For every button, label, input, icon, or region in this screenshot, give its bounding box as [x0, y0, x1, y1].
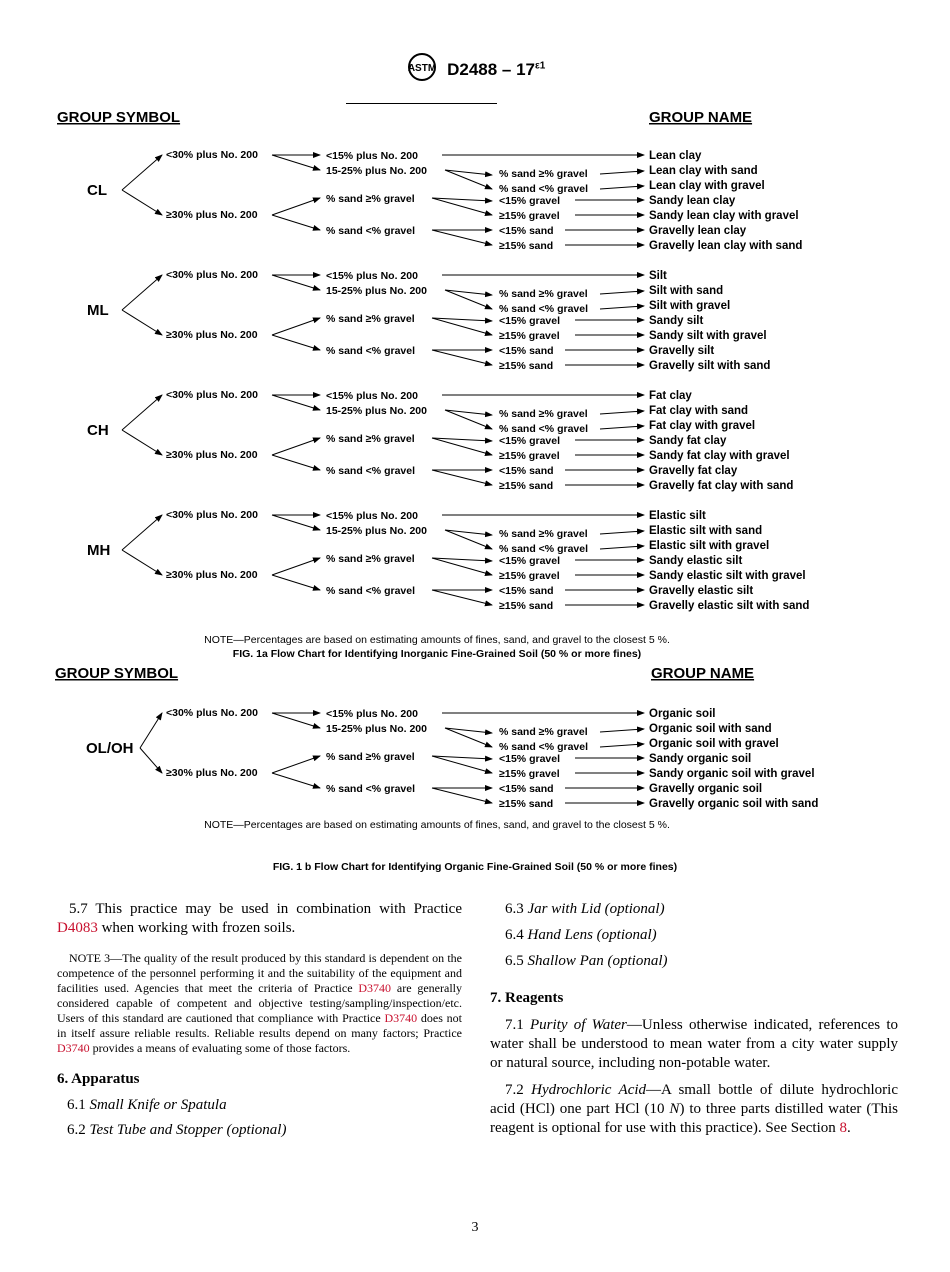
link-d3740-2[interactable]: D3740: [384, 1011, 418, 1025]
criterion-label: ≥15% sand: [499, 480, 554, 492]
criterion-label: <15% gravel: [499, 315, 561, 327]
branch-arrow: [272, 575, 320, 590]
criterion-label: <15% gravel: [499, 195, 561, 207]
group-name: Gravelly organic soil with sand: [649, 798, 819, 810]
group-symbol: CH: [87, 422, 109, 439]
connector-arrow: [600, 411, 644, 414]
group-name: Sandy elastic silt with gravel: [649, 570, 806, 582]
criterion-label: % sand ≥% gravel: [326, 433, 415, 445]
criterion-label: <15% sand: [499, 465, 554, 477]
criterion-label: <30% plus No. 200: [166, 509, 258, 521]
branch-arrow: [140, 748, 162, 773]
group-name: Organic soil with sand: [649, 723, 772, 735]
figure-caption: FIG. 1 b Flow Chart for Identifying Organic Fine-Grained Soil (50 % or more fines): [272, 861, 678, 873]
page-number: 3: [471, 1220, 479, 1235]
para-7-1: 7.1 Purity of Water—Unless otherwise indicated, references to water shall be understood to mean water from a city water supply or natural source, including non-potable water.: [490, 1017, 898, 1071]
criterion-label: % sand ≥% gravel: [499, 288, 588, 300]
column-header-group-name: GROUP NAME: [649, 109, 753, 126]
item-6-5: 6.5 Shallow Pan (optional): [505, 953, 668, 969]
figure-caption: FIG. 1a Flow Chart for Identifying Inorganic Fine-Grained Soil (50 % or more fines): [232, 648, 642, 660]
criterion-label: <15% sand: [499, 225, 554, 237]
group-name: Elastic silt with sand: [649, 525, 763, 537]
criterion-label: 15-25% plus No. 200: [326, 525, 427, 537]
group-name: Gravelly fat clay: [649, 465, 738, 477]
link-section-8[interactable]: 8: [839, 1120, 847, 1136]
group-symbol: OL/OH: [86, 740, 134, 757]
connector-arrow: [600, 729, 644, 732]
criterion-label: % sand ≥% gravel: [326, 193, 415, 205]
group-name: Sandy organic soil: [649, 753, 752, 765]
branch-arrow: [122, 275, 162, 310]
group-name: Sandy lean clay with gravel: [649, 210, 799, 222]
group-name: Lean clay: [649, 150, 702, 162]
criterion-label: ≥15% gravel: [499, 210, 560, 222]
designation: $D2488 - 17^{\varepsilon 1}$: [447, 59, 546, 79]
criterion-label: <15% gravel: [499, 753, 561, 765]
group-name: Sandy silt: [649, 315, 704, 327]
criterion-label: % sand <% gravel: [499, 543, 588, 555]
branch-arrow: [272, 515, 320, 530]
branch-arrow: [432, 470, 492, 485]
svg-text:ASTM: ASTM: [407, 63, 436, 74]
item-6-2: 6.2 Test Tube and Stopper (optional): [67, 1122, 287, 1138]
column-header-group-name: GROUP NAME: [651, 665, 755, 682]
criterion-label: % sand <% gravel: [499, 303, 588, 315]
criterion-label: 15-25% plus No. 200: [326, 723, 427, 735]
criterion-label: % sand <% gravel: [326, 345, 415, 357]
group-symbol: CL: [87, 182, 107, 199]
group-name: Gravelly lean clay: [649, 225, 747, 237]
group-name: Elastic silt with gravel: [649, 540, 770, 552]
criterion-label: % sand <% gravel: [326, 585, 415, 597]
criterion-label: ≥15% gravel: [499, 330, 560, 342]
group-name: Gravelly elastic silt: [649, 585, 754, 597]
group-name: Sandy organic soil with gravel: [649, 768, 815, 780]
connector-arrow: [600, 744, 644, 747]
group-symbol: ML: [87, 302, 109, 319]
criterion-label: <15% sand: [499, 783, 554, 795]
criterion-label: % sand <% gravel: [326, 465, 415, 477]
criterion-label: % sand ≥% gravel: [326, 313, 415, 325]
item-6-1: 6.1 Small Knife or Spatula: [67, 1097, 227, 1113]
criterion-label: % sand ≥% gravel: [326, 751, 415, 763]
criterion-label: % sand <% gravel: [326, 225, 415, 237]
criterion-label: 15-25% plus No. 200: [326, 405, 427, 417]
branch-arrow: [272, 455, 320, 470]
criterion-label: ≥30% plus No. 200: [166, 569, 258, 581]
branch-arrow: [272, 438, 320, 455]
group-name: Lean clay with gravel: [649, 180, 765, 192]
branch-arrow: [272, 155, 320, 170]
figure-note: NOTE—Percentages are based on estimating amounts of fines, sand, and gravel to the closest 5 %.: [204, 819, 670, 831]
connector-arrow: [600, 546, 644, 549]
group-name: Sandy lean clay: [649, 195, 736, 207]
group-name: Organic soil: [649, 708, 716, 720]
criterion-label: ≥30% plus No. 200: [166, 767, 258, 779]
connector-arrow: [600, 186, 644, 189]
column-header-group-symbol: GROUP SYMBOL: [57, 109, 181, 126]
branch-arrow: [122, 190, 162, 215]
branch-arrow: [122, 550, 162, 575]
group-name: Fat clay with gravel: [649, 420, 756, 432]
group-name: Silt with sand: [649, 285, 724, 297]
group-name: Sandy fat clay: [649, 435, 727, 447]
criterion-label: % sand ≥% gravel: [499, 168, 588, 180]
criterion-label: ≥30% plus No. 200: [166, 329, 258, 341]
branch-arrow: [122, 515, 162, 550]
criterion-label: % sand ≥% gravel: [499, 528, 588, 540]
branch-arrow: [140, 713, 162, 748]
group-symbol: MH: [87, 542, 111, 559]
connector-arrow: [600, 291, 644, 294]
criterion-label: <15% sand: [499, 585, 554, 597]
branch-arrow: [272, 198, 320, 215]
criterion-label: ≥15% gravel: [499, 768, 560, 780]
criterion-label: % sand ≥% gravel: [499, 726, 588, 738]
item-6-4: 6.4 Hand Lens (optional): [505, 927, 657, 943]
section-6-heading: 6. Apparatus: [57, 1071, 140, 1087]
branch-arrow: [272, 558, 320, 575]
criterion-label: ≥15% sand: [499, 600, 554, 612]
criterion-label: <30% plus No. 200: [166, 389, 258, 401]
link-d3740-1[interactable]: D3740: [358, 981, 392, 995]
criterion-label: ≥15% sand: [499, 360, 554, 372]
group-name: Gravelly elastic silt with sand: [649, 600, 810, 612]
group-name: Sandy silt with gravel: [649, 330, 767, 342]
branch-arrow: [272, 713, 320, 728]
connector-arrow: [600, 306, 644, 309]
branch-arrow: [272, 335, 320, 350]
criterion-label: ≥15% sand: [499, 240, 554, 252]
criterion-label: <15% gravel: [499, 555, 561, 567]
group-name: Sandy elastic silt: [649, 555, 743, 567]
branch-arrow: [122, 395, 162, 430]
connector-arrow: [600, 171, 644, 174]
branch-arrow: [272, 756, 320, 773]
branch-arrow: [122, 155, 162, 190]
column-header-group-symbol: GROUP SYMBOL: [55, 665, 179, 682]
connector-arrow: [600, 426, 644, 429]
branch-arrow: [272, 275, 320, 290]
branch-arrow: [272, 318, 320, 335]
criterion-label: ≥30% plus No. 200: [166, 449, 258, 461]
group-name: Lean clay with sand: [649, 165, 758, 177]
para-7-2: 7.2 Hydrochloric Acid—A small bottle of dilute hydrochloric acid (HCl) one part HCl (10 N) to three parts distilled water (This reagent is optional for use with this practice). See Section 8.: [490, 1082, 899, 1136]
criterion-label: <15% gravel: [499, 435, 561, 447]
branch-arrow: [122, 430, 162, 455]
branch-arrow: [122, 310, 162, 335]
criterion-label: ≥15% gravel: [499, 450, 560, 462]
group-name: Silt with gravel: [649, 300, 731, 312]
criterion-label: ≥15% gravel: [499, 570, 560, 582]
criterion-label: 15-25% plus No. 200: [326, 165, 427, 177]
branch-arrow: [272, 773, 320, 788]
criterion-label: % sand <% gravel: [499, 423, 588, 435]
note-3: NOTE 3—The quality of the result produced by this standard is dependent on the competence of the personnel performing it and the suitability of the equipment and facilities used. Agencies that meet the criteria of Practice D3740 are generally considered capable of competent and objective testing/sampling/inspection/etc. Users of this standard are cautioned that compliance with Practice D3740 does not in itself assure reliable results. Reliable results depend on many factors; Practice D3740 provides a means of evaluating some of those factors.: [57, 951, 462, 1055]
criterion-label: <15% sand: [499, 345, 554, 357]
branch-arrow: [432, 350, 492, 365]
group-name: Gravelly silt with sand: [649, 360, 771, 372]
connector-arrow: [600, 531, 644, 534]
left-column: [57, 900, 462, 1140]
group-name: Gravelly organic soil: [649, 783, 763, 795]
group-name: Sandy fat clay with gravel: [649, 450, 790, 462]
link-d4083[interactable]: D4083: [57, 920, 98, 936]
criterion-label: % sand <% gravel: [326, 783, 415, 795]
group-name: Fat clay: [649, 390, 692, 402]
right-column: [490, 900, 898, 1138]
para-5-7: 5.7 This practice may be used in combination with Practice D4083 when working with frozen soils.: [57, 901, 462, 936]
criterion-label: % sand ≥% gravel: [326, 553, 415, 565]
criterion-label: % sand ≥% gravel: [499, 408, 588, 420]
branch-arrow: [432, 788, 492, 803]
criterion-label: <15% plus No. 200: [326, 708, 418, 720]
criterion-label: <15% plus No. 200: [326, 270, 418, 282]
criterion-label: <15% plus No. 200: [326, 390, 418, 402]
group-name: Organic soil with gravel: [649, 738, 779, 750]
link-d3740-3[interactable]: D3740: [57, 1041, 90, 1055]
criterion-label: <15% plus No. 200: [326, 510, 418, 522]
group-name: Silt: [649, 270, 667, 282]
item-6-3: 6.3 Jar with Lid (optional): [505, 901, 665, 917]
criterion-label: <30% plus No. 200: [166, 707, 258, 719]
criterion-label: ≥30% plus No. 200: [166, 209, 258, 221]
criterion-label: % sand <% gravel: [499, 183, 588, 195]
criterion-label: 15-25% plus No. 200: [326, 285, 427, 297]
criterion-label: <30% plus No. 200: [166, 269, 258, 281]
criterion-label: <15% plus No. 200: [326, 150, 418, 162]
section-7-heading: 7. Reagents: [490, 990, 564, 1006]
group-name: Fat clay with sand: [649, 405, 749, 417]
group-name: Elastic silt: [649, 510, 706, 522]
criterion-label: % sand <% gravel: [499, 741, 588, 753]
branch-arrow: [432, 230, 492, 245]
group-name: Gravelly lean clay with sand: [649, 240, 803, 252]
group-name: Gravelly fat clay with sand: [649, 480, 794, 492]
branch-arrow: [272, 215, 320, 230]
criterion-label: <30% plus No. 200: [166, 149, 258, 161]
branch-arrow: [272, 395, 320, 410]
branch-arrow: [432, 590, 492, 605]
group-name: Gravelly silt: [649, 345, 715, 357]
criterion-label: ≥15% sand: [499, 798, 554, 810]
figure-note: NOTE—Percentages are based on estimating amounts of fines, sand, and gravel to the closest 5 %.: [204, 634, 670, 646]
